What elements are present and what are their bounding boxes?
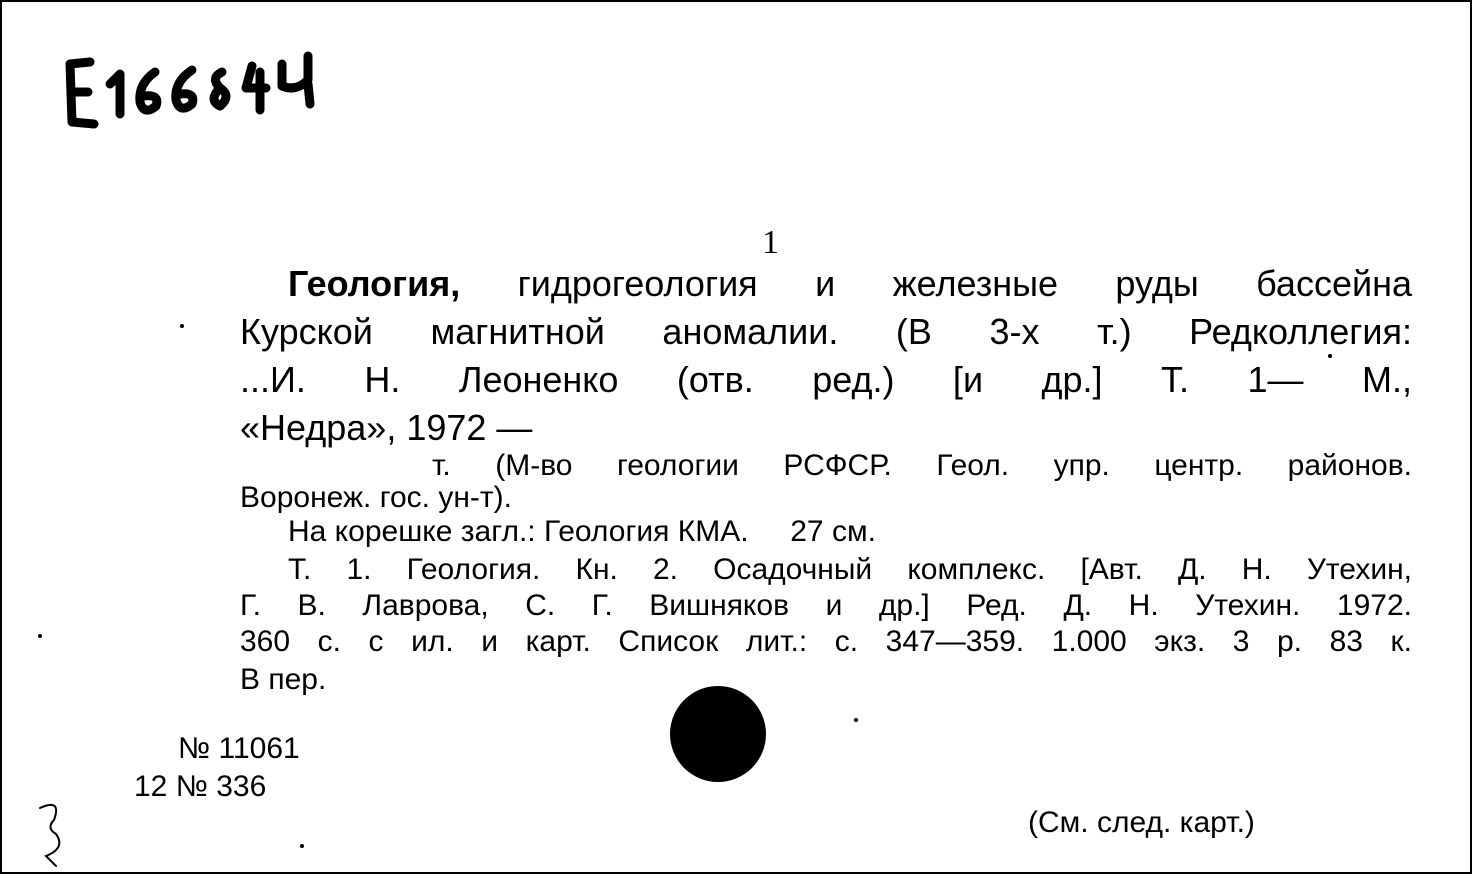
place-text: М., [1362, 359, 1412, 400]
title-line [240, 260, 1412, 308]
volume-note: Т. 1. Геология. Кн. 2. Осадочный комплекс. [Авт. Д. Н. Утехин, [288, 553, 1412, 586]
registry-number-1: № 11061 [178, 732, 300, 765]
title-line-2: Курской магнитной аномалии. (В 3-х т.) Редколлегия: [240, 311, 1412, 352]
editor-text: ...И. Н. Леоненко (отв. ред.) [и др.] Т. 1— [240, 359, 1304, 400]
series-note: т. (М-во геологии РСФСР. Геол. упр. центр. районов. [432, 449, 1412, 482]
speck [300, 844, 304, 848]
title-line-3 [240, 356, 1412, 404]
card-number: 1 [762, 224, 779, 261]
speck [1328, 354, 1332, 358]
spine-title-note [288, 514, 876, 550]
registry-number-2 [134, 770, 266, 804]
pencil-mark [32, 798, 72, 868]
binding-note: В пер. [240, 663, 327, 696]
title-rest: гидрогеология и железные руды бассейна [517, 263, 1412, 304]
spine-title: На корешке загл.: Геология КМА. [288, 515, 749, 548]
title-bold: Геология, [288, 263, 461, 304]
series-note-2: Воронеж. гос. ун-т). [240, 481, 512, 514]
authors-note: Г. В. Лаврова, С. Г. Вишняков и др.] Ред. Д. Н. Утехин. 1972. [240, 589, 1412, 622]
pagination-note: 360 с. с ил. и карт. Список лит.: с. 347—359. 1.000 экз. 3 р. 83 к. [240, 625, 1412, 658]
size-note: 27 см. [790, 515, 876, 548]
speck [854, 718, 858, 722]
speck [38, 634, 42, 638]
speck [180, 324, 184, 328]
continuation-note: (См. след. карт.) [1028, 806, 1255, 839]
registry-number: № 336 [175, 770, 267, 803]
registry-prefix: 12 [134, 770, 168, 803]
handwritten-call-number [60, 44, 320, 144]
publisher-line: «Недра», 1972 — [240, 407, 533, 448]
punch-hole [670, 686, 766, 782]
